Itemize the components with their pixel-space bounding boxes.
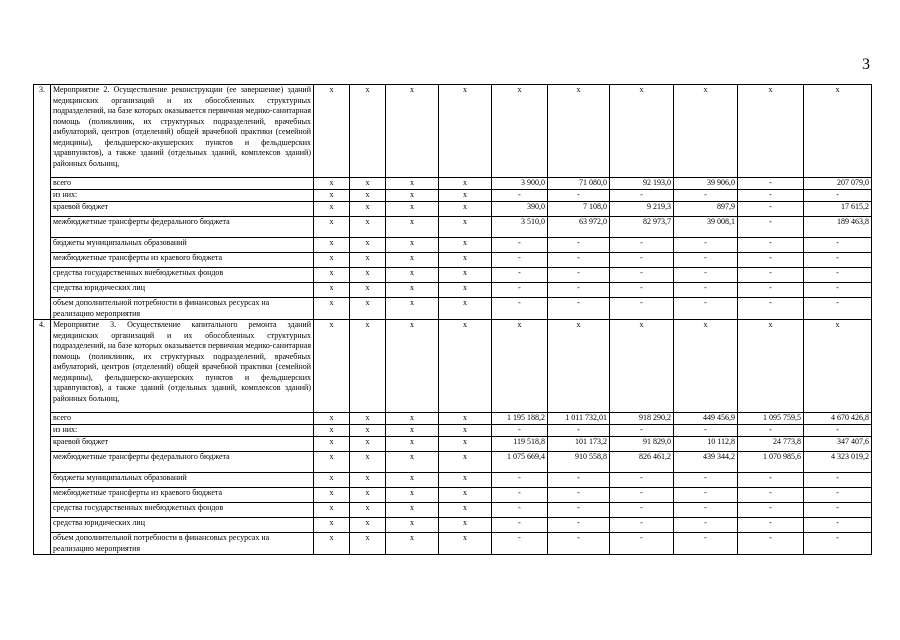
table-cell: 207 079,0 [804,178,872,190]
table-cell: x [314,473,350,488]
row-label: краевой бюджет [51,202,314,217]
table-cell: - [548,473,610,488]
table-row [34,488,872,503]
table-cell: - [674,518,738,533]
table-cell: 910 558,8 [548,452,610,473]
table-cell: - [610,190,674,202]
table-row [34,452,872,473]
table-cell: - [738,283,804,298]
table-cell: - [674,425,738,437]
table-cell: x [439,283,492,298]
table-cell: 449 456,9 [674,413,738,425]
row-label: объем дополнительной потребности в финансовых ресурсах на реализацию мероприятия [51,533,314,555]
table-cell: x [386,298,439,320]
table-cell: - [738,253,804,268]
table-cell: x [350,85,386,178]
table-cell: - [548,253,610,268]
row-label: из них: [51,425,314,437]
table-cell: - [674,253,738,268]
table-cell: x [386,253,439,268]
table-cell: x [350,533,386,555]
table-cell: x [314,238,350,253]
table-cell: - [492,238,548,253]
table-cell: - [610,238,674,253]
table-cell: x [386,190,439,202]
table-cell: x [439,425,492,437]
table-cell: x [350,452,386,473]
table-cell: x [386,437,439,452]
table-cell: - [610,473,674,488]
table-cell: - [492,473,548,488]
table-cell: x [314,178,350,190]
table-cell: x [386,473,439,488]
table-cell: x [350,202,386,217]
table-cell: 897,9 [674,202,738,217]
table-cell: - [804,503,872,518]
table-cell: 189 463,8 [804,217,872,238]
table-cell: 4 323 019,2 [804,452,872,473]
table-cell: - [610,283,674,298]
table-row [34,85,872,178]
table-cell: 119 518,8 [492,437,548,452]
table-cell: - [492,253,548,268]
table-cell: x [314,85,350,178]
table-cell: x [492,85,548,178]
table-cell: - [548,238,610,253]
table-cell: - [492,425,548,437]
table-row [34,298,872,320]
table-cell: 1 075 669,4 [492,452,548,473]
table-cell: - [674,473,738,488]
table-cell: - [548,190,610,202]
table-cell: - [804,473,872,488]
table-cell: x [804,320,872,413]
measure-description: Мероприятие 3. Осуществление капитального ремонта зданий медицинских организаций и их обособленных структурных подразделений, на базе которых оказывается первичная медико-санитарная помощь (поликлиник, их структурных подразделений, врачебных амбулаторий, центров (отделений) общей врачебной практики (семейной медицины), фельдшерско-акушерских пунктов и фельдшерских здравпунктов), а также зданий (отдельных зданий, комплексов зданий) районных больниц, [51,320,314,413]
table-cell: x [804,85,872,178]
table-cell: x [350,425,386,437]
table-cell: x [350,437,386,452]
table-cell: x [314,283,350,298]
table-cell: x [314,320,350,413]
table-cell: 24 773,8 [738,437,804,452]
table-cell: 1 070 985,6 [738,452,804,473]
page-number: 3 [862,56,870,73]
table-row [34,238,872,253]
table-cell: x [314,452,350,473]
table-cell: 9 219,3 [610,202,674,217]
table-row [34,217,872,238]
table-cell: x [350,518,386,533]
row-number: 4. [34,320,51,555]
table-cell: x [439,202,492,217]
row-label: бюджеты муниципальных образований [51,473,314,488]
table-cell: x [386,518,439,533]
table-cell: x [386,320,439,413]
table-cell: - [610,503,674,518]
table-cell: - [674,190,738,202]
table-row [34,425,872,437]
table-cell: x [439,268,492,283]
table-cell: - [548,268,610,283]
table-cell: - [804,518,872,533]
table-cell: 101 173,2 [548,437,610,452]
table-cell: x [314,217,350,238]
table-cell: - [548,533,610,555]
table-cell: 3 510,0 [492,217,548,238]
table-cell: x [350,178,386,190]
table-cell: x [386,85,439,178]
table-cell: x [350,503,386,518]
table-cell: - [738,533,804,555]
table-cell: - [674,533,738,555]
table-cell: - [804,425,872,437]
table-cell: - [674,283,738,298]
table-cell: 4 670 426,8 [804,413,872,425]
table-cell: 918 290,2 [610,413,674,425]
table-cell: - [548,518,610,533]
table-cell: - [738,238,804,253]
table-cell: x [439,473,492,488]
table-cell: x [386,238,439,253]
table-cell: x [386,217,439,238]
measure-description: Мероприятие 2. Осуществление реконструкции (ее завершение) зданий медицинских организаций и их обособленных структурных подразделений, на базе которых оказывается первичная медико-санитарная помощь (поликлиник, их структурных подразделений, врачебных амбулаторий, центров (отделений) общей врачебной практики (семейной медицины), фельдшерско-акушерских пунктов и фельдшерских здравпунктов), а также зданий (отдельных зданий, комплексов зданий) районных больниц, [51,85,314,178]
table-cell: 347 407,6 [804,437,872,452]
table-cell: - [610,533,674,555]
table-cell: - [804,533,872,555]
row-label: средства государственных внебюджетных фондов [51,268,314,283]
budget-table [33,84,872,555]
row-label: из них: [51,190,314,202]
row-label: всего [51,178,314,190]
table-cell: 3 900,0 [492,178,548,190]
table-cell: x [314,413,350,425]
table-row [34,320,872,413]
table-cell: x [350,473,386,488]
table-cell: x [314,533,350,555]
table-cell: x [386,268,439,283]
table-cell: x [492,320,548,413]
table-row [34,518,872,533]
table-row [34,190,872,202]
table-row [34,503,872,518]
row-label: средства юридических лиц [51,518,314,533]
table-cell: x [439,298,492,320]
table-cell: 10 112,8 [674,437,738,452]
table-cell: x [548,85,610,178]
table-cell: 1 095 759,5 [738,413,804,425]
table-cell: x [674,320,738,413]
table-cell: x [674,85,738,178]
table-cell: - [674,238,738,253]
table-cell: - [804,190,872,202]
table-cell: - [492,533,548,555]
table-cell: - [674,298,738,320]
table-cell: - [548,503,610,518]
table-cell: - [804,238,872,253]
table-cell: - [738,488,804,503]
table-cell: 439 344,2 [674,452,738,473]
table-cell: - [738,425,804,437]
table-cell: - [492,268,548,283]
table-cell: x [350,320,386,413]
table-cell: x [738,85,804,178]
table-cell: x [439,437,492,452]
table-cell: x [439,518,492,533]
table-cell: x [350,488,386,503]
table-cell: x [350,253,386,268]
table-cell: x [350,298,386,320]
table-cell: x [386,488,439,503]
table-cell: x [386,178,439,190]
table-cell: x [350,268,386,283]
table-cell: x [439,178,492,190]
table-cell: - [804,268,872,283]
table-cell: x [314,202,350,217]
table-cell: - [610,488,674,503]
row-label: межбюджетные трансферты федерального бюджета [51,452,314,473]
table-cell: 826 461,2 [610,452,674,473]
table-cell: x [314,253,350,268]
table-cell: x [386,452,439,473]
table-cell: x [386,503,439,518]
table-cell: - [548,488,610,503]
table-cell: - [738,473,804,488]
table-cell: 63 972,0 [548,217,610,238]
table-cell: x [314,503,350,518]
table-cell: x [350,413,386,425]
table-cell: - [492,518,548,533]
table-cell: 71 080,0 [548,178,610,190]
table-cell: - [548,298,610,320]
table-cell: 39 008,1 [674,217,738,238]
table-cell: x [350,190,386,202]
table-cell: x [314,425,350,437]
table-cell: x [548,320,610,413]
table-row [34,533,872,555]
table-cell: - [492,298,548,320]
table-cell: - [610,518,674,533]
table-cell: - [738,268,804,283]
table-cell: 390,0 [492,202,548,217]
table-cell: 7 108,0 [548,202,610,217]
table-cell: - [738,503,804,518]
table-cell: x [439,253,492,268]
table-cell: - [674,503,738,518]
table-cell: - [738,298,804,320]
table-cell: 91 829,0 [610,437,674,452]
table-cell: - [674,268,738,283]
table-cell: - [492,283,548,298]
table-row [34,202,872,217]
row-label: межбюджетные трансферты из краевого бюджета [51,488,314,503]
table-row [34,178,872,190]
table-cell: - [610,425,674,437]
table-cell: - [492,190,548,202]
table-cell: - [804,488,872,503]
table-row [34,473,872,488]
table-cell: 82 973,7 [610,217,674,238]
table-cell: x [314,268,350,283]
table-cell: x [439,238,492,253]
table-cell: x [314,488,350,503]
table-cell: - [548,425,610,437]
table-cell: - [610,253,674,268]
row-label: всего [51,413,314,425]
row-label: краевой бюджет [51,437,314,452]
table-cell: - [738,178,804,190]
table-cell: x [439,190,492,202]
row-label: бюджеты муниципальных образований [51,238,314,253]
row-label: межбюджетные трансферты федерального бюджета [51,217,314,238]
table-cell: x [610,85,674,178]
table-cell: x [350,283,386,298]
table-row [34,253,872,268]
table-cell: - [738,190,804,202]
table-cell: x [314,190,350,202]
table-cell: 1 195 188,2 [492,413,548,425]
table-cell: x [439,452,492,473]
table-cell: x [314,518,350,533]
row-label: объем дополнительной потребности в финансовых ресурсах на реализацию мероприятия [51,298,314,320]
table-cell: - [492,488,548,503]
table-cell: - [548,283,610,298]
table-cell: - [738,217,804,238]
table-cell: x [439,533,492,555]
row-label: межбюджетные трансферты из краевого бюджета [51,253,314,268]
table-cell: 17 615,2 [804,202,872,217]
table-row [34,268,872,283]
table-cell: - [610,298,674,320]
table-cell: x [314,298,350,320]
table-cell: - [804,253,872,268]
table-cell: - [610,268,674,283]
table-cell: x [439,413,492,425]
table-cell: x [386,283,439,298]
table-cell: x [610,320,674,413]
row-label: средства юридических лиц [51,283,314,298]
table-cell: x [386,533,439,555]
table-cell: x [439,320,492,413]
row-number: 3. [34,85,51,320]
table-cell: - [738,202,804,217]
table-cell: x [439,503,492,518]
table-cell: x [386,425,439,437]
table-cell: - [492,503,548,518]
row-label: средства государственных внебюджетных фондов [51,503,314,518]
table-cell: 92 193,0 [610,178,674,190]
table-row [34,283,872,298]
table-row [34,413,872,425]
table-cell: 1 011 732,01 [548,413,610,425]
table-cell: x [350,217,386,238]
table-cell: x [738,320,804,413]
table-cell: x [439,488,492,503]
table-cell: x [314,437,350,452]
table-cell: - [738,518,804,533]
table-cell: x [386,202,439,217]
table-cell: - [804,283,872,298]
table-cell: - [674,488,738,503]
table-cell: x [439,217,492,238]
table-cell: - [804,298,872,320]
table-cell: 39 906,0 [674,178,738,190]
table-cell: x [439,85,492,178]
table-row [34,437,872,452]
table-cell: x [350,238,386,253]
table-cell: x [386,413,439,425]
